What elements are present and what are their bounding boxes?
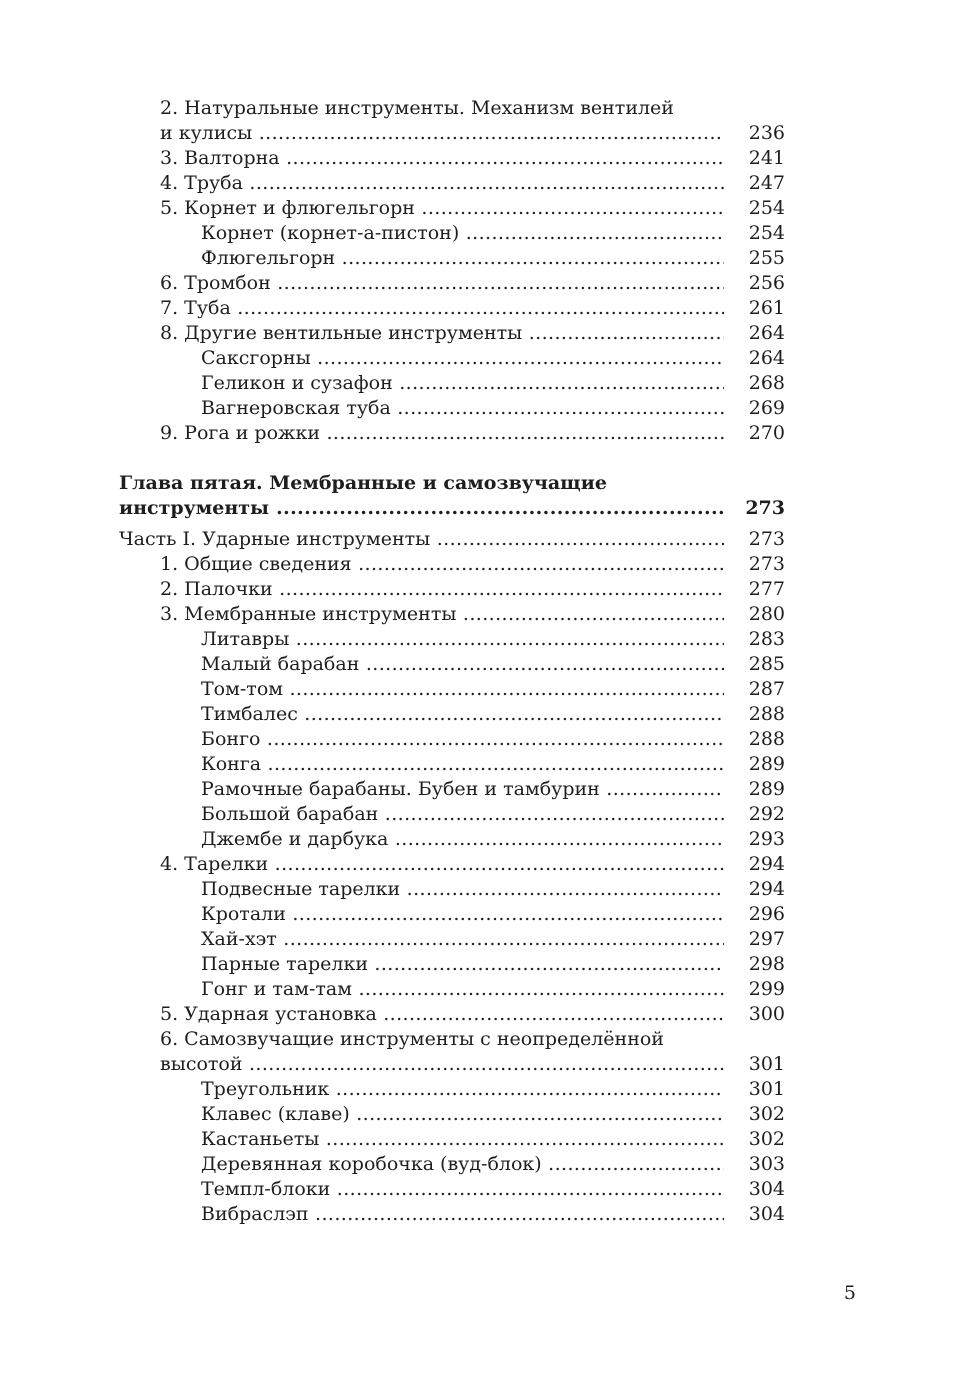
- toc-entry-title: Треугольник .....: [201, 1077, 724, 1102]
- toc-entry-page: 254: [748, 197, 785, 219]
- toc-entry-title: Конга .....: [201, 752, 724, 777]
- toc-entry-title: Вибраслэп .....: [201, 1202, 724, 1227]
- toc-entry-title: Рамочные барабаны. Бубен и тамбурин .....: [201, 777, 724, 802]
- toc-entry-page: 302: [748, 1103, 785, 1125]
- toc-entry[interactable]: [0, 146, 976, 171]
- toc-entry[interactable]: [0, 527, 976, 552]
- toc-entry-title: Саксгорны .....: [201, 346, 724, 371]
- toc-entry-title: Часть I. Ударные инструменты .....: [119, 527, 724, 552]
- toc-entry-title: и кулисы .....: [160, 121, 724, 146]
- toc-entry[interactable]: [0, 1202, 976, 1227]
- toc-entry[interactable]: [0, 802, 976, 827]
- toc-entry[interactable]: [0, 902, 976, 927]
- toc-entry[interactable]: [0, 827, 976, 852]
- toc-entry[interactable]: [0, 1127, 976, 1152]
- toc-entry-page: 293: [748, 828, 785, 850]
- toc-entry-title: Кастаньеты .....: [201, 1127, 724, 1152]
- toc-entry-title: Хай-хэт .....: [201, 927, 724, 952]
- toc-entry-title: 7. Туба .....: [160, 296, 724, 321]
- toc-entry-page: 283: [748, 628, 785, 650]
- toc-entry-title: Гонг и там-там .....: [201, 977, 724, 1002]
- toc-entry-page: 288: [748, 703, 785, 725]
- toc-entry[interactable]: [0, 1052, 976, 1077]
- toc-entry-title: 4. Тарелки .....: [160, 852, 724, 877]
- toc-entry-page: 298: [748, 953, 785, 975]
- toc-entry-title: 2. Натуральные инструменты. Механизм вентилей: [160, 97, 674, 119]
- toc-entry-title: Парные тарелки .....: [201, 952, 724, 977]
- toc-entry[interactable]: [0, 96, 976, 121]
- page-number: 5: [843, 1282, 856, 1304]
- toc-entry[interactable]: [0, 602, 976, 627]
- toc-entry[interactable]: [0, 677, 976, 702]
- toc-entry-page: 277: [748, 578, 785, 600]
- toc-entry-page: 264: [748, 322, 785, 344]
- toc-entry[interactable]: [0, 246, 976, 271]
- toc-entry-page: 273: [748, 528, 785, 550]
- toc-entry-title: Корнет (корнет-а-пистон) .....: [201, 221, 724, 246]
- toc-entry-page: 261: [748, 297, 785, 319]
- toc-entry-title: Кротали .....: [201, 902, 724, 927]
- toc-entry[interactable]: [0, 627, 976, 652]
- toc-entry[interactable]: [0, 321, 976, 346]
- toc-entry-page: 273: [745, 497, 785, 519]
- toc-entry[interactable]: [0, 852, 976, 877]
- toc-entry-page: 288: [748, 728, 785, 750]
- toc-entry[interactable]: [0, 727, 976, 752]
- toc-entry[interactable]: [0, 877, 976, 902]
- toc-entry[interactable]: [0, 777, 976, 802]
- toc-entry-title: 3. Мембранные инструменты .....: [160, 602, 724, 627]
- toc-entry-page: 289: [748, 753, 785, 775]
- toc-entry[interactable]: [0, 346, 976, 371]
- toc-entry-page: 273: [748, 553, 785, 575]
- toc-entry-page: 299: [748, 978, 785, 1000]
- toc-entry-title: Джембе и дарбука .....: [201, 827, 724, 852]
- toc-entry[interactable]: [0, 296, 976, 321]
- toc-entry[interactable]: [0, 552, 976, 577]
- toc-entry-title: Деревянная коробочка (вуд-блок) .....: [201, 1152, 724, 1177]
- toc-entry-title: 8. Другие вентильные инструменты .....: [160, 321, 724, 346]
- toc-entry-page: 241: [748, 147, 785, 169]
- toc-entry[interactable]: [0, 171, 976, 196]
- toc-entry-title: Геликон и сузафон .....: [201, 371, 724, 396]
- toc-entry[interactable]: [0, 396, 976, 421]
- toc-entry-title: Бонго .....: [201, 727, 724, 752]
- toc-entry-page: 301: [748, 1078, 785, 1100]
- toc-entry-page: 264: [748, 347, 785, 369]
- toc-entry-title: Большой барабан .....: [201, 802, 724, 827]
- toc-entry-title: Том-том .....: [201, 677, 724, 702]
- toc-entry-title: Клавес (клаве) .....: [201, 1102, 724, 1127]
- toc-entry-title: 4. Труба .....: [160, 171, 724, 196]
- toc-entry[interactable]: [0, 1152, 976, 1177]
- toc-entry-title: 6. Тромбон .....: [160, 271, 724, 296]
- toc-entry-title: Вагнеровская туба .....: [201, 396, 724, 421]
- toc-entry-page: 268: [748, 372, 785, 394]
- toc-entry-page: 300: [748, 1003, 785, 1025]
- toc-entry-page: 280: [748, 603, 785, 625]
- toc-entry-page: 301: [748, 1053, 785, 1075]
- toc-entry[interactable]: [0, 421, 976, 446]
- toc-entry[interactable]: [0, 577, 976, 602]
- toc-entry[interactable]: [0, 271, 976, 296]
- toc-entry[interactable]: [0, 977, 976, 1002]
- toc-entry-title: 5. Корнет и флюгельгорн .....: [160, 196, 724, 221]
- toc-entry-title: Литавры .....: [201, 627, 724, 652]
- toc-entry-title: 5. Ударная установка .....: [160, 1002, 724, 1027]
- toc-entry-page: 255: [748, 247, 785, 269]
- toc-entry-title: Глава пятая. Мембранные и самозвучащие: [119, 472, 607, 494]
- toc-entry-title: высотой .....: [160, 1052, 724, 1077]
- chapter-heading[interactable]: [0, 496, 976, 521]
- toc-entry-title: Малый барабан .....: [201, 652, 724, 677]
- toc-entry[interactable]: [0, 702, 976, 727]
- toc-entry[interactable]: [0, 927, 976, 952]
- toc-entry-title: 9. Рога и рожки .....: [160, 421, 724, 446]
- toc-entry-page: 289: [748, 778, 785, 800]
- toc-entry-page: 294: [748, 878, 785, 900]
- toc-entry-page: 292: [748, 803, 785, 825]
- toc-entry-page: 254: [748, 222, 785, 244]
- toc-entry-title: Тимбалес .....: [201, 702, 724, 727]
- toc-entry-page: 304: [748, 1178, 785, 1200]
- toc-entry[interactable]: [0, 1102, 976, 1127]
- toc-entry-title: инструменты .....: [119, 496, 724, 521]
- toc-entry-title: Темпл-блоки .....: [201, 1177, 724, 1202]
- toc-entry[interactable]: [0, 1077, 976, 1102]
- toc-entry[interactable]: [0, 371, 976, 396]
- toc-entry-page: 304: [748, 1203, 785, 1225]
- toc-entry-title: 6. Самозвучащие инструменты с неопределённой: [160, 1028, 664, 1050]
- toc-entry[interactable]: [0, 221, 976, 246]
- chapter-heading[interactable]: [0, 471, 976, 496]
- toc-entry-page: 287: [748, 678, 785, 700]
- toc-entry-page: 247: [748, 172, 785, 194]
- toc-entry[interactable]: [0, 652, 976, 677]
- toc-entry-page: 269: [748, 397, 785, 419]
- toc-entry-page: 303: [748, 1153, 785, 1175]
- toc-entry[interactable]: [0, 196, 976, 221]
- toc-entry-title: Подвесные тарелки .....: [201, 877, 724, 902]
- toc-entry-page: 256: [748, 272, 785, 294]
- toc-entry[interactable]: [0, 1002, 976, 1027]
- toc-entry-page: 302: [748, 1128, 785, 1150]
- toc-entry[interactable]: [0, 121, 976, 146]
- toc-entry-title: 3. Валторна .....: [160, 146, 724, 171]
- toc-entry-page: 294: [748, 853, 785, 875]
- toc-entry[interactable]: [0, 1027, 976, 1052]
- toc-entry-page: 270: [748, 422, 785, 444]
- toc-entry-page: 296: [748, 903, 785, 925]
- toc-entry[interactable]: [0, 952, 976, 977]
- toc-entry-title: Флюгельгорн .....: [201, 246, 724, 271]
- toc-entry-page: 236: [748, 122, 785, 144]
- toc-entry-title: 2. Палочки .....: [160, 577, 724, 602]
- toc-entry-page: 297: [748, 928, 785, 950]
- toc-entry[interactable]: [0, 752, 976, 777]
- toc-entry-page: 285: [748, 653, 785, 675]
- toc-entry[interactable]: [0, 1177, 976, 1202]
- toc-entry-title: 1. Общие сведения .....: [160, 552, 724, 577]
